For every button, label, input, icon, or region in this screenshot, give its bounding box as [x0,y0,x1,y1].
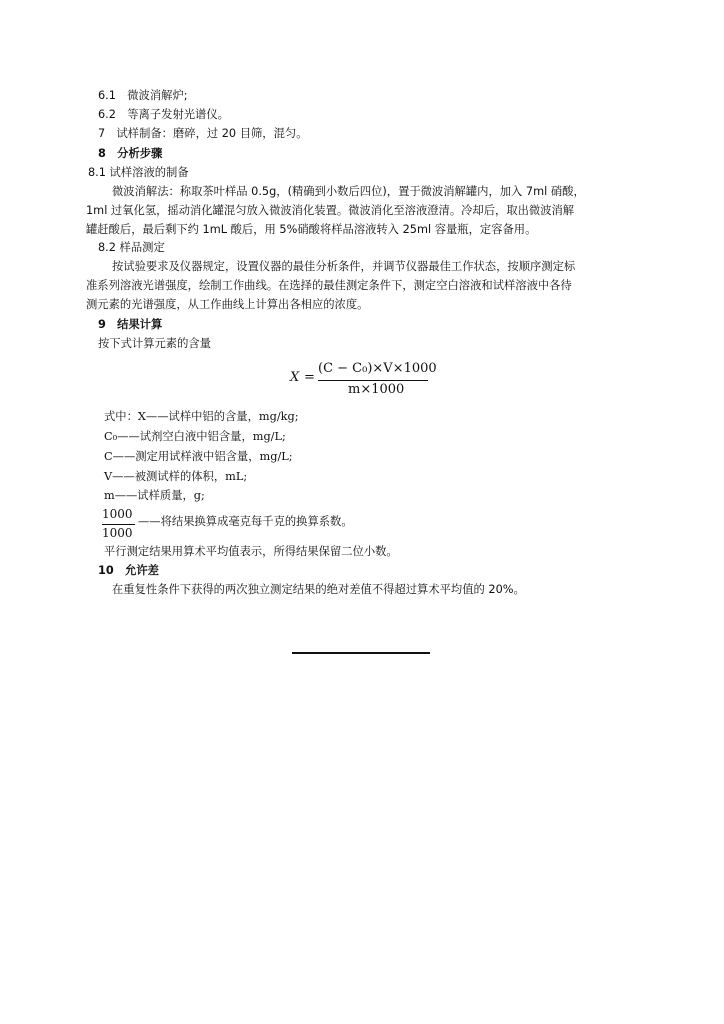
result-formula [290,362,440,402]
formula-numerator: (C − C₀)×V×1000 [318,361,437,376]
formula-fraction-bar [318,380,428,381]
subsection-8-1-heading: 8.1 试样溶液的制备 [88,166,189,179]
section-10-heading: 10 允许差 [98,564,159,577]
formula-equals: = [304,370,315,385]
paragraph-8-2-line-3: 测元素的光谱强度，从工作曲线上计算出各相应的浓度。 [86,298,369,311]
parallel-result-note: 平行测定结果用算术平均值表示，所得结果保留二位小数。 [104,545,398,558]
factor-fraction-bar [102,524,135,525]
paragraph-8-2-line-1: 按试验要求及仪器规定，设置仪器的最佳分析条件，并调节仪器最佳工作状态，按顺序测定标 [112,260,576,273]
section-9-heading: 9 结果计算 [98,318,163,331]
item-6-2: 6.2 等离子发射光谱仪。 [98,108,229,121]
paragraph-8-2-line-2: 准系列溶液光谱强度，绘制工作曲线。在选择的最佳测定条件下，测定空白溶液和试样溶液中各待 [86,279,572,292]
factor-denominator: 1000 [102,526,133,540]
tolerance-statement: 在重复性条件下获得的两次独立测定结果的绝对差值不得超过算术平均值的 20%。 [112,583,525,596]
section-8-heading: 8 分析步骤 [98,147,163,160]
factor-numerator: 1000 [102,507,133,521]
formula-denominator: m×1000 [348,382,405,397]
document-end-rule [292,652,430,654]
calculation-intro: 按下式计算元素的含量 [98,337,211,350]
subsection-8-2-heading: 8.2 样品测定 [98,241,165,254]
paragraph-8-1-line-2: 1ml 过氧化氢，摇动消化罐混匀放入微波消化装置。微波消化至溶液澄清。冷却后，取出微波消解 [86,204,575,217]
where-m: m——试样质量，g; [104,489,205,502]
where-v: V——被测试样的体积，mL; [104,470,248,483]
where-x: 式中：X——试样中铝的含量，mg/kg; [104,410,299,423]
paragraph-8-1-line-3: 罐赶酸后，最后剩下约 1mL 酸后，用 5%硝酸将样品溶液转入 25ml 容量瓶，定容备用。 [86,223,537,236]
conversion-factor-fraction [102,507,138,541]
paragraph-8-1-line-1: 微波消解法：称取茶叶样品 0.5g，(精确到小数后四位)，置于微波消解罐内，加入 7ml 硝酸， [112,185,585,198]
where-c0: C₀——试剂空白液中铝含量，mg/L; [104,430,286,443]
item-6-1: 6.1 微波消解炉; [98,89,188,102]
formula-lhs: X [290,370,300,385]
where-factor-description: ——将结果换算成毫克每千克的换算系数。 [138,515,353,528]
where-c: C——测定用试样液中铝含量，mg/L; [104,450,293,463]
section-7-sample-prep: 7 试样制备：磨碎，过 20 目筛，混匀。 [98,127,308,140]
